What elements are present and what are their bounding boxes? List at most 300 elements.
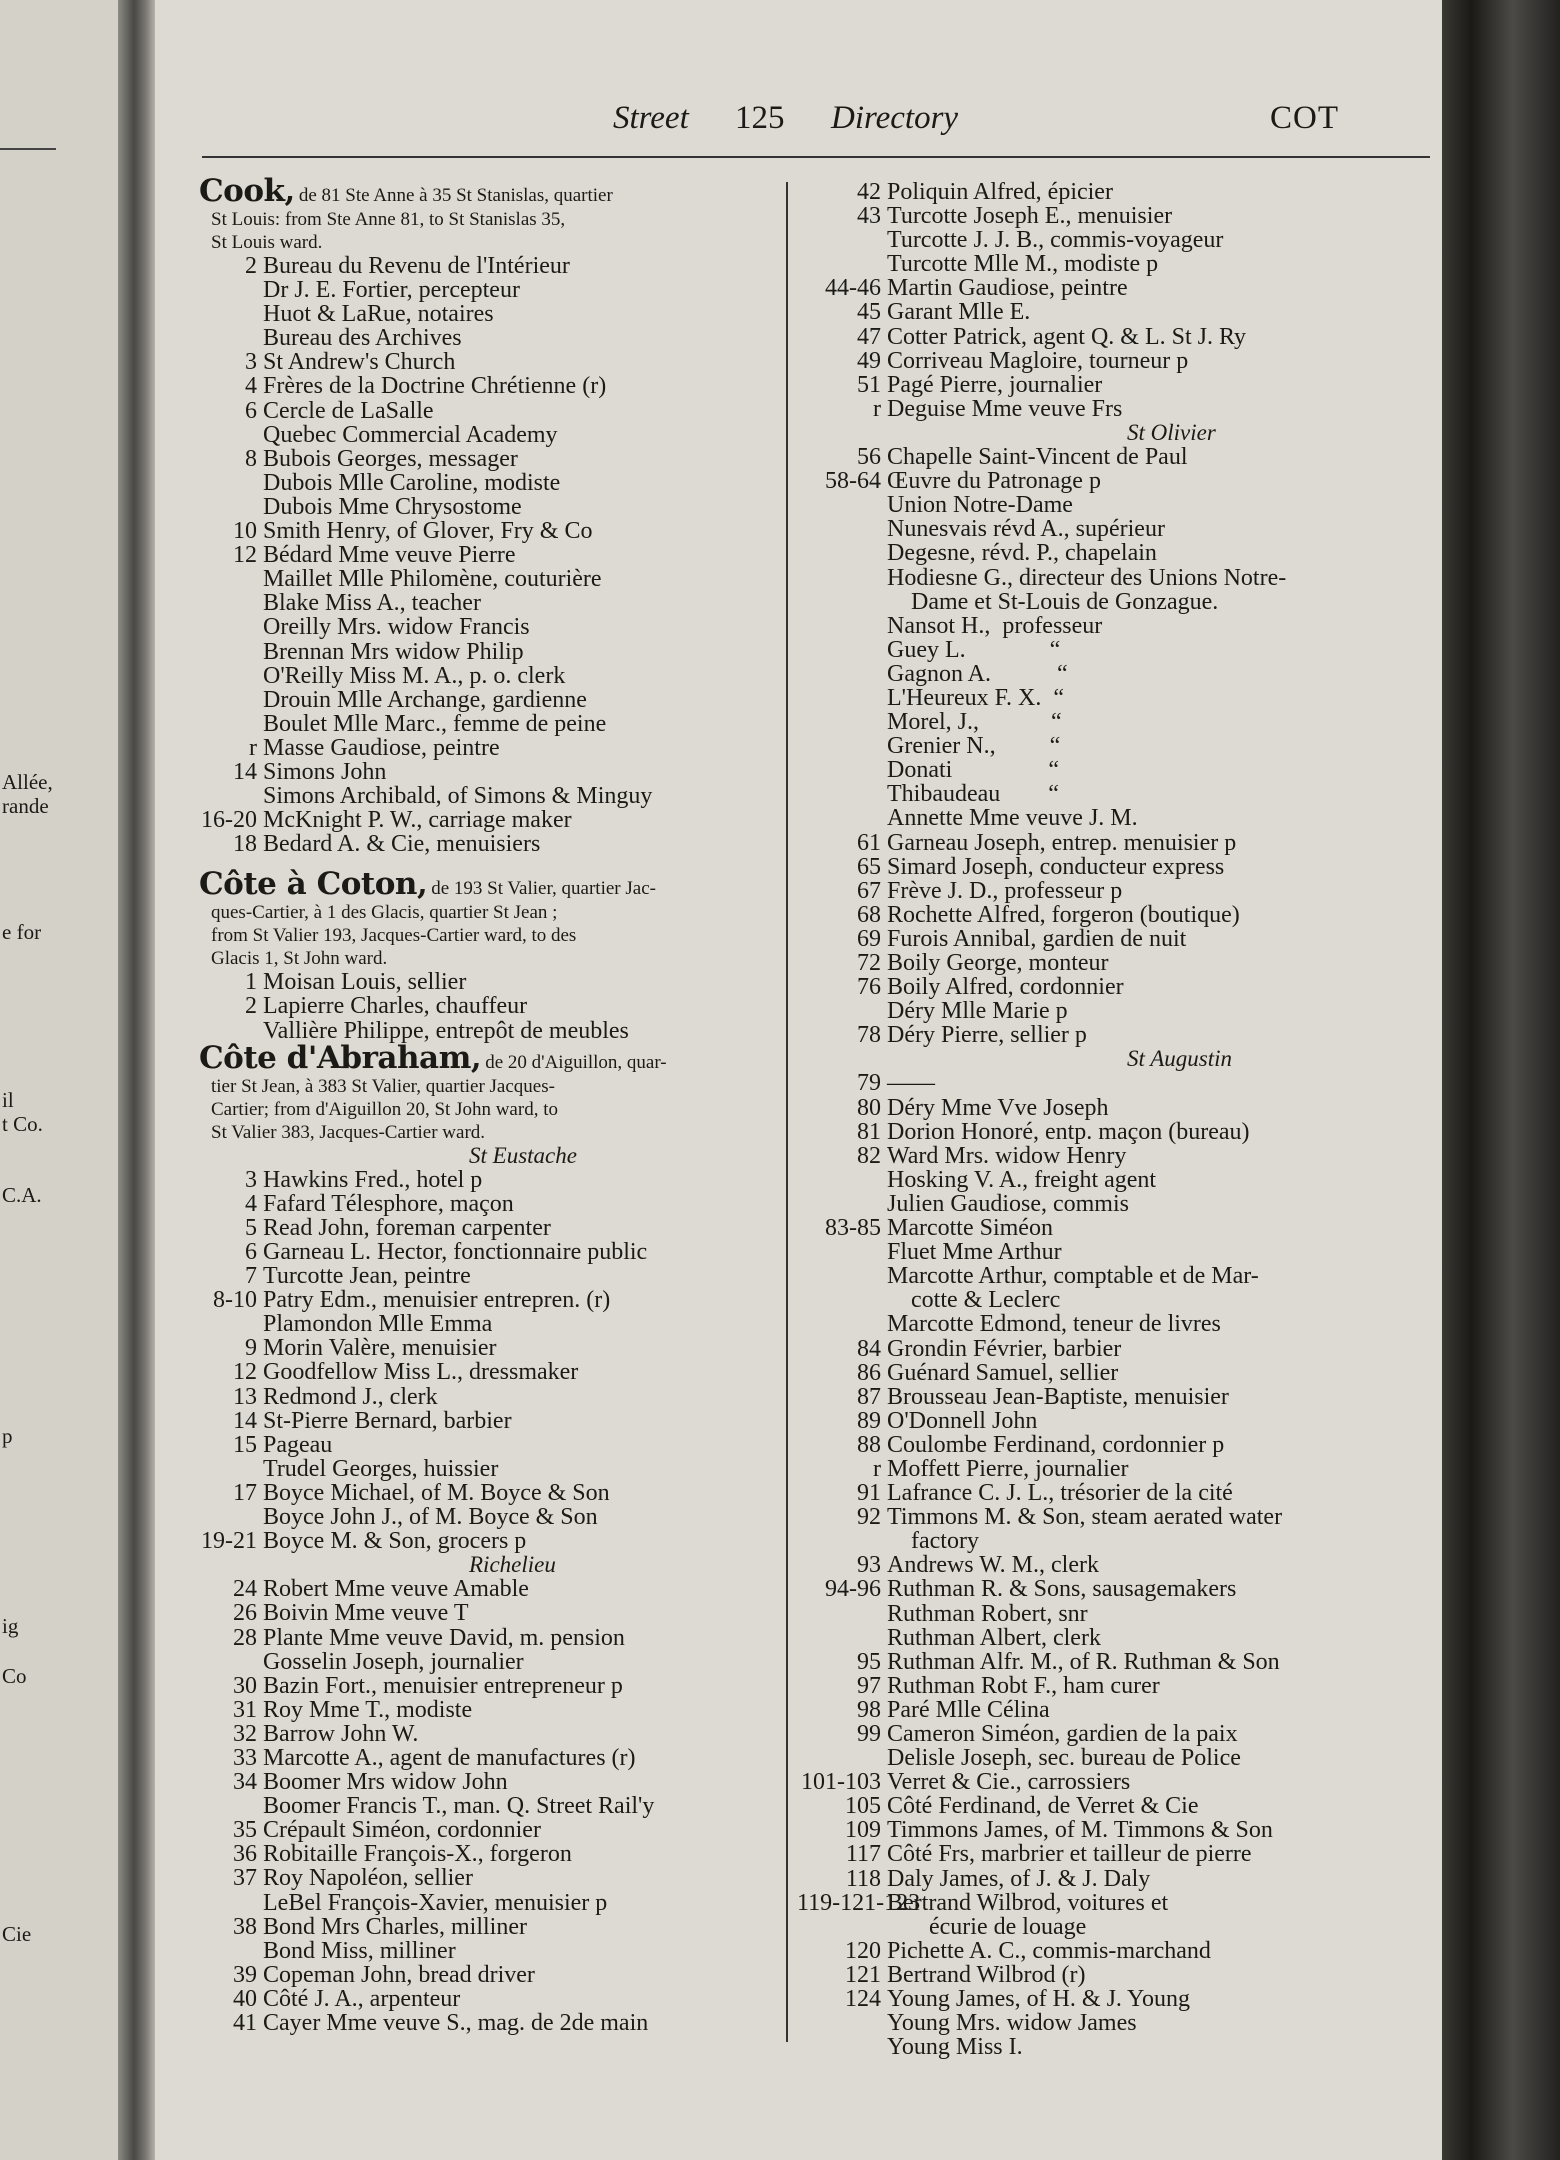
resident-name: Julien Gaudiose, commis: [887, 1190, 1129, 1217]
directory-entry: [797, 1337, 1417, 1361]
resident-name: Quebec Commercial Academy: [263, 421, 558, 448]
house-number: 99: [857, 1721, 881, 1747]
directory-entry: [797, 1144, 1417, 1168]
resident-name: Boivin Mme veuve T: [263, 1600, 469, 1627]
directory-entry: [199, 1818, 799, 1842]
house-number: r: [873, 395, 881, 422]
house-number: 98: [857, 1696, 881, 1723]
resident-name: Cayer Mme veuve S., mag. de 2de main: [263, 2010, 649, 2036]
house-number: [199, 326, 263, 350]
resident-name: Corriveau Magloire, tourneur p: [887, 347, 1189, 374]
house-number: 82: [857, 1142, 881, 1169]
resident-name: L'Heureux F. X. “: [887, 684, 1065, 711]
street-description-line: St Louis ward.: [211, 232, 323, 253]
resident-name: Boomer Francis T., man. Q. Street Rail'y: [263, 1793, 655, 1820]
house-number: 42: [857, 179, 881, 205]
house-number: [199, 784, 263, 808]
resident-name: Boyce M. & Son, grocers p: [263, 1528, 527, 1555]
header-street: Street: [613, 100, 689, 136]
street-description: de 81 Ste Anne à 35 St Stanislas, quartier: [298, 185, 613, 206]
house-number: 56: [857, 444, 881, 471]
house-number: 67: [857, 877, 881, 904]
resident-name: Smith Henry, of Glover, Fry & Co: [263, 518, 593, 545]
street-description-line: St Valier 383, Jacques-Cartier ward.: [211, 1121, 486, 1143]
directory-entry: [199, 591, 799, 615]
house-number: 28: [233, 1624, 257, 1651]
resident-name: Œuvre du Patronage p: [887, 468, 1101, 495]
directory-entry: [199, 374, 799, 398]
directory-entry: [797, 1312, 1417, 1336]
resident-name: Young Mrs. widow James: [887, 2010, 1137, 2037]
house-number: 8-10: [213, 1287, 257, 1314]
resident-name: Roy Mme T., modiste: [263, 1696, 473, 1723]
house-number: [797, 782, 887, 806]
resident-name: Maillet Mlle Philomène, couturière: [263, 566, 602, 593]
house-number: [797, 517, 887, 541]
resident-name: Plamondon Mlle Emma: [263, 1311, 493, 1338]
house-number: [199, 664, 263, 688]
house-number: 12: [233, 542, 257, 569]
resident-name: Déry Mlle Marie p: [887, 998, 1068, 1025]
resident-name: Young James, of H. & J. Young: [887, 1986, 1190, 2013]
house-number: 35: [233, 1817, 257, 1844]
house-number: 89: [857, 1407, 881, 1434]
directory-entry: [797, 975, 1417, 999]
house-number: [797, 541, 887, 565]
house-number: [797, 1915, 887, 1939]
directory-entry: [199, 736, 799, 760]
resident-name: Simard Joseph, conducteur express: [887, 853, 1225, 880]
resident-name: Boily George, monteur: [887, 950, 1109, 976]
resident-name: Ward Mrs. widow Henry: [887, 1142, 1127, 1169]
left-page-fragment: rande: [2, 794, 49, 818]
directory-entry: [199, 1770, 799, 1794]
house-number: [797, 999, 887, 1023]
street-heading: [199, 1039, 799, 1144]
house-number: 5: [245, 1214, 257, 1241]
house-number: [199, 1457, 263, 1481]
directory-entry: [797, 855, 1417, 879]
house-number: 26: [233, 1600, 257, 1627]
directory-entry: [797, 469, 1417, 493]
house-number: [797, 1602, 887, 1626]
directory-entry: [199, 1360, 799, 1384]
directory-entry: [797, 590, 1417, 614]
house-number: 84: [857, 1335, 881, 1362]
directory-entry: [797, 180, 1417, 204]
resident-name: McKnight P. W., carriage maker: [263, 807, 572, 834]
resident-name: Huot & LaRue, notaires: [263, 301, 494, 328]
directory-entry: [199, 519, 799, 543]
house-number: [199, 423, 263, 447]
house-number: 76: [857, 974, 881, 1001]
directory-entry: [797, 806, 1417, 830]
house-number: [199, 278, 263, 302]
left-page-fragment: Cie: [2, 1922, 32, 1946]
directory-entry: [797, 1096, 1417, 1120]
resident-name: Cercle de LaSalle: [263, 397, 434, 424]
directory-entry: [199, 808, 799, 832]
house-number: 65: [857, 853, 881, 880]
house-number: 86: [857, 1359, 881, 1386]
resident-name: Dame et St-Louis de Gonzague.: [887, 588, 1219, 615]
resident-name: Hodiesne G., directeur des Unions Notre-: [887, 564, 1287, 591]
header-rule: [202, 156, 1430, 158]
resident-name: Ruthman Albert, clerk: [887, 1624, 1101, 1651]
directory-entry: [797, 879, 1417, 903]
directory-entry: [797, 1264, 1417, 1288]
directory-entry: [797, 1842, 1417, 1866]
house-number: [797, 1168, 887, 1192]
house-number: 14: [233, 758, 257, 785]
resident-name: Garneau Joseph, entrep. menuisier p: [887, 829, 1237, 856]
left-page-fragment: e for: [2, 920, 42, 944]
house-number: 88: [857, 1431, 881, 1458]
house-number: 49: [857, 347, 881, 374]
house-number: [797, 1240, 887, 1264]
resident-name: Moisan Louis, sellier: [263, 969, 467, 996]
house-number: 93: [857, 1552, 881, 1579]
resident-name: Chapelle Saint-Vincent de Paul: [887, 444, 1188, 471]
street-name: Côte d'Abraham,: [199, 1039, 482, 1076]
house-number: [199, 615, 263, 639]
house-number: [199, 302, 263, 326]
resident-name: Dubois Mme Chrysostome: [263, 493, 522, 520]
directory-entry: [797, 1168, 1417, 1192]
directory-entry: [199, 1674, 799, 1698]
resident-name: Côté Frs, marbrier et tailleur de pierre: [887, 1841, 1252, 1868]
directory-entry: [797, 1939, 1417, 1963]
resident-name: Simons Archibald, of Simons & Minguy: [263, 783, 653, 810]
directory-entry: [797, 228, 1417, 252]
resident-name: Dorion Honoré, entp. maçon (bureau): [887, 1118, 1250, 1145]
house-number: 2: [245, 253, 257, 279]
house-number: [797, 493, 887, 517]
house-number: 10: [233, 518, 257, 545]
directory-entry: [199, 712, 799, 736]
directory-entry: [199, 495, 799, 519]
directory-entry: [199, 1891, 799, 1915]
directory-entry: [797, 1120, 1417, 1144]
resident-name: Andrews W. M., clerk: [887, 1552, 1099, 1579]
directory-entry: [199, 278, 799, 302]
directory-entry: [199, 688, 799, 712]
house-number: [797, 710, 887, 734]
resident-name: Lafrance C. J. L., trésorier de la cité: [887, 1480, 1233, 1507]
house-number: 61: [857, 829, 881, 856]
resident-name: Guénard Samuel, sellier: [887, 1359, 1119, 1386]
house-number: 17: [233, 1479, 257, 1506]
resident-name: Pagé Pierre, journalier: [887, 371, 1103, 398]
resident-name: Annette Mme veuve J. M.: [887, 805, 1138, 832]
resident-name: Déry Pierre, sellier p: [887, 1022, 1087, 1049]
resident-name: Barrow John W.: [263, 1720, 419, 1747]
directory-entry: [797, 927, 1417, 951]
directory-entry: [199, 1505, 799, 1529]
directory-entry: [199, 640, 799, 664]
left-page-rule: [0, 148, 56, 150]
resident-name: Côté Ferdinand, de Verret & Cie: [887, 1793, 1199, 1820]
house-number: [199, 1312, 263, 1336]
resident-name: Nansot H., professeur: [887, 612, 1103, 639]
directory-entry: [797, 1361, 1417, 1385]
directory-entry: [797, 493, 1417, 517]
house-number: 80: [857, 1094, 881, 1121]
house-number: 7: [245, 1263, 257, 1290]
house-number: 43: [857, 203, 881, 230]
house-number: 12: [233, 1359, 257, 1386]
resident-name: Gagnon A. “: [887, 660, 1068, 687]
directory-entry: [199, 970, 799, 994]
house-number: [199, 1891, 263, 1915]
directory-page: [155, 0, 1445, 2160]
house-number: 36: [233, 1841, 257, 1868]
house-number: 58-64: [825, 468, 881, 495]
resident-name: Degesne, révd. P., chapelain: [887, 540, 1157, 567]
directory-entry: [199, 1168, 799, 1192]
directory-entry: [797, 1288, 1417, 1312]
directory-entry: [797, 1626, 1417, 1650]
directory-entry: [797, 999, 1417, 1023]
left-column: [199, 173, 799, 2036]
house-number: 45: [857, 299, 881, 326]
resident-name: Donati “: [887, 757, 1059, 784]
house-number: 83-85: [825, 1215, 881, 1242]
street-description-line: St Louis: from Ste Anne 81, to St Stanislas 35,: [211, 209, 566, 230]
directory-entry: [797, 638, 1417, 662]
house-number: 117: [845, 1841, 881, 1868]
resident-name: Hosking V. A., freight agent: [887, 1166, 1157, 1193]
resident-name: Pageau: [263, 1431, 333, 1458]
house-number: 119-121-123: [797, 1889, 921, 1916]
house-number: 47: [857, 323, 881, 350]
directory-entry: [797, 710, 1417, 734]
house-number: [797, 662, 887, 686]
directory-entry: [797, 2035, 1417, 2059]
directory-entry: [199, 350, 799, 374]
resident-name: Grenier N., “: [887, 733, 1061, 760]
directory-entry: [797, 831, 1417, 855]
resident-name: Morel, J., “: [887, 709, 1062, 736]
directory-entry: [199, 2011, 799, 2035]
resident-name: Blake Miss A., teacher: [263, 590, 481, 617]
resident-name: Crépault Siméon, cordonnier: [263, 1817, 541, 1844]
resident-name: Boomer Mrs widow John: [263, 1769, 508, 1796]
directory-entry: [199, 254, 799, 278]
directory-entry: [797, 1481, 1417, 1505]
house-number: [797, 1529, 887, 1553]
directory-entry: [199, 1963, 799, 1987]
directory-entry: [797, 325, 1417, 349]
directory-entry: [797, 758, 1417, 782]
house-number: 68: [857, 901, 881, 928]
directory-entry: [199, 1264, 799, 1288]
house-number: [797, 1264, 887, 1288]
directory-entry: [199, 302, 799, 326]
house-number: 6: [245, 1239, 257, 1265]
resident-name: Bond Miss, milliner: [263, 1937, 456, 1964]
directory-entry: [797, 1216, 1417, 1240]
house-number: 101-103: [801, 1769, 881, 1796]
house-number: [199, 712, 263, 736]
resident-name: Turcotte Joseph E., menuisier: [887, 203, 1173, 230]
house-number: 30: [233, 1672, 257, 1699]
directory-entry: [797, 276, 1417, 300]
resident-name: Marcotte Siméon: [887, 1215, 1053, 1242]
resident-name: Morin Valère, menuisier: [263, 1335, 497, 1362]
resident-name: Moffett Pierre, journalier: [887, 1455, 1129, 1482]
directory-entry: [199, 1794, 799, 1818]
resident-name: Copeman John, bread driver: [263, 1961, 535, 1988]
house-number: 32: [233, 1720, 257, 1747]
house-number: 44-46: [825, 275, 881, 302]
house-number: [199, 495, 263, 519]
street-heading: [199, 173, 799, 254]
resident-name: Martin Gaudiose, peintre: [887, 275, 1128, 302]
directory-entry: [199, 1192, 799, 1216]
directory-entry: [199, 1336, 799, 1360]
house-number: [199, 1650, 263, 1674]
header-directory: Directory: [831, 100, 959, 136]
left-page-fragment: Allée,: [2, 770, 53, 794]
left-page-fragment: il: [2, 1088, 14, 1112]
resident-name: Frève J. D., professeur p: [887, 877, 1123, 904]
directory-entry: [199, 1626, 799, 1650]
resident-name: St-Pierre Bernard, barbier: [263, 1407, 512, 1434]
cross-street-label: St Augustin: [1127, 1046, 1233, 1072]
directory-entry: [797, 1505, 1417, 1529]
street-name: Cook,: [199, 173, 295, 209]
street-description-line: tier St Jean, à 383 St Valier, quartier Jacques-: [211, 1075, 555, 1097]
street-heading: [199, 866, 799, 970]
directory-entry: [797, 1529, 1417, 1553]
right-column: [797, 180, 1417, 2059]
house-number: 8: [245, 445, 257, 472]
house-number: 38: [233, 1913, 257, 1940]
directory-entry: [199, 471, 799, 495]
directory-entry: [199, 423, 799, 447]
directory-entry: [797, 1602, 1417, 1626]
house-number: 2: [245, 993, 257, 1020]
resident-name: Vallière Philippe, entrepôt de meubles: [263, 1017, 629, 1044]
directory-entry: [797, 1553, 1417, 1577]
house-number: 118: [845, 1865, 881, 1892]
directory-entry: [797, 1674, 1417, 1698]
house-number: 3: [245, 349, 257, 376]
resident-name: Bertrand Wilbrod, voitures et: [887, 1889, 1169, 1916]
resident-name: Plante Mme veuve David, m. pension: [263, 1624, 625, 1651]
house-number: 15: [233, 1431, 257, 1458]
resident-name: Timmons M. & Son, steam aerated water: [887, 1504, 1283, 1531]
house-number: r: [249, 734, 257, 761]
resident-name: St Andrew's Church: [263, 349, 456, 376]
directory-entry: [199, 1939, 799, 1963]
directory-entry: [199, 1650, 799, 1674]
directory-entry: [199, 326, 799, 350]
directory-entry: [797, 734, 1417, 758]
directory-entry: [797, 517, 1417, 541]
directory-entry: [797, 397, 1417, 421]
directory-entry: [797, 2011, 1417, 2035]
directory-entry: [199, 1866, 799, 1890]
house-number: 6: [245, 397, 257, 424]
resident-name: Bédard Mme veuve Pierre: [263, 542, 516, 569]
house-number: 4: [245, 1190, 257, 1217]
resident-name: Goodfellow Miss L., dressmaker: [263, 1359, 579, 1386]
directory-entry: [199, 1240, 799, 1264]
house-number: [797, 252, 887, 276]
house-number: [797, 638, 887, 662]
house-number: [797, 566, 887, 590]
street-description: de 193 St Valier, quartier Jac-: [431, 878, 656, 900]
street-description-line: Glacis 1, St John ward.: [211, 948, 388, 970]
cross-street-label: St Eustache: [469, 1142, 577, 1168]
house-number: [797, 1626, 887, 1650]
directory-entry: [797, 1867, 1417, 1891]
directory-entry: [199, 1216, 799, 1240]
resident-name: Déry Mme Vve Joseph: [887, 1094, 1109, 1121]
directory-entry: [199, 994, 799, 1018]
resident-name: Garant Mlle E.: [887, 299, 1031, 326]
resident-name: Ruthman Robert, snr: [887, 1600, 1088, 1627]
resident-name: Turcotte J. J. B., commis-voyageur: [887, 227, 1224, 254]
directory-entry: [199, 399, 799, 423]
directory-entry: [199, 1698, 799, 1722]
house-number: 3: [245, 1166, 257, 1193]
house-number: [199, 567, 263, 591]
house-number: 105: [845, 1793, 881, 1820]
directory-entry: [797, 1457, 1417, 1481]
directory-entry: [797, 204, 1417, 228]
house-number: 37: [233, 1865, 257, 1892]
directory-entry: [797, 349, 1417, 373]
resident-name: Union Notre-Dame: [887, 492, 1073, 519]
house-number: [797, 1746, 887, 1770]
resident-name: Paré Mlle Célina: [887, 1696, 1050, 1723]
directory-entry: [797, 1650, 1417, 1674]
resident-name: écurie de louage: [887, 1913, 1087, 1940]
directory-entry: [199, 1481, 799, 1505]
directory-entry: [797, 1891, 1417, 1915]
house-number: 91: [857, 1480, 881, 1507]
resident-name: Boyce John J., of M. Boyce & Son: [263, 1504, 598, 1531]
resident-name: ——: [887, 1070, 935, 1097]
directory-entry: [199, 1746, 799, 1770]
house-number: 97: [857, 1672, 881, 1699]
house-number: 120: [845, 1937, 881, 1964]
house-number: [797, 590, 887, 614]
resident-name: Daly James, of J. & J. Daly: [887, 1865, 1151, 1892]
resident-name: Gosselin Joseph, journalier: [263, 1648, 524, 1675]
directory-entry: [797, 782, 1417, 806]
house-number: [199, 688, 263, 712]
directory-entry: [199, 1529, 799, 1553]
house-number: 95: [857, 1648, 881, 1675]
resident-name: Marcotte A., agent de manufactures (r): [263, 1744, 636, 1771]
resident-name: Bureau du Revenu de l'Intérieur: [263, 253, 570, 279]
directory-entry: [199, 784, 799, 808]
house-number: [797, 1192, 887, 1216]
house-number: 34: [233, 1769, 257, 1796]
resident-name: Patry Edm., menuisier entrepren. (r): [263, 1287, 611, 1314]
house-number: [797, 686, 887, 710]
house-number: [797, 1288, 887, 1312]
resident-name: Trudel Georges, huissier: [263, 1455, 499, 1482]
house-number: 13: [233, 1383, 257, 1410]
resident-name: Cameron Siméon, gardien de la paix: [887, 1721, 1238, 1747]
house-number: 31: [233, 1696, 257, 1723]
house-number: 124: [845, 1986, 881, 2013]
